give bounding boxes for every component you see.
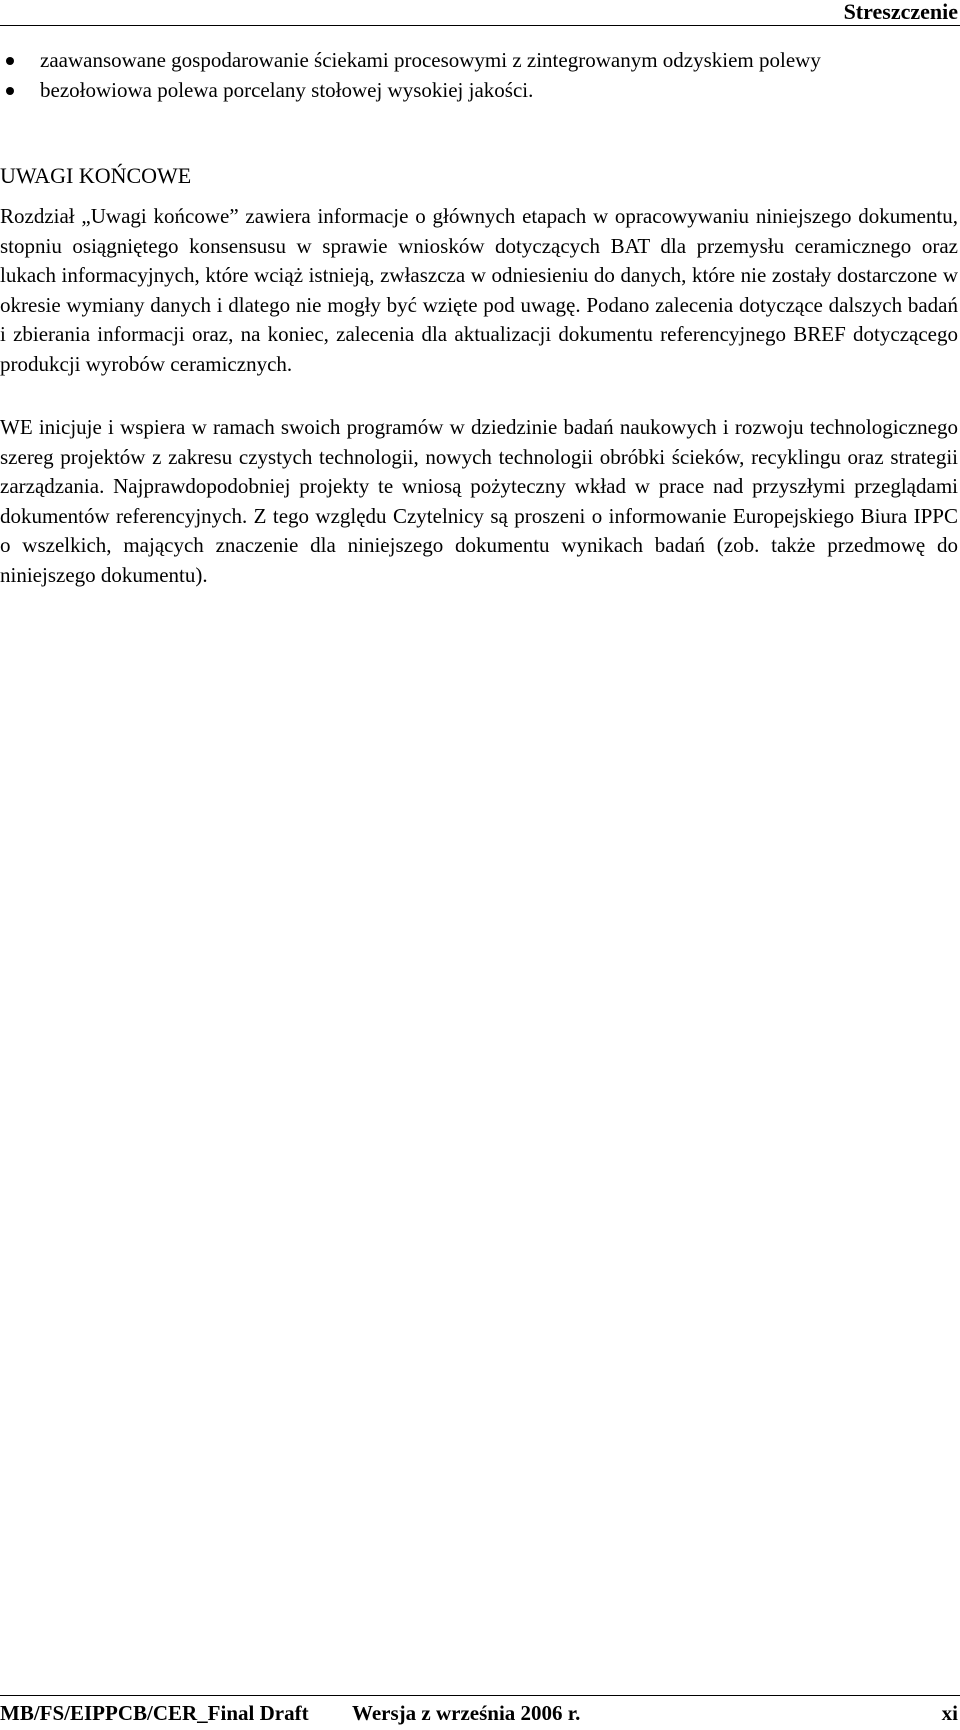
paragraph-research-projects: WE inicjuje i wspiera w ramach swoich programów w dziedzinie badań naukowych i rozwoju technologicznego szereg projektów z zakresu czystych technologii, nowych technologii obróbki ścieków, recyklingu oraz strategii zarządzania. Najprawdopodobniej projekty te wniosą pożyteczny wkład w prace nad przyszłymi przeglądami dokumentów referencyjnych. Z tego względu Czytelnicy są proszeni o informowanie Europejskiego Biura IPPC o wszelkich, mających znaczenie dla niniejszego dokumentu wynikach badań (zob. także przedmowę do niniejszego dokumentu). [0, 415, 958, 587]
bullet-list [0, 47, 958, 107]
footer-page-number: xi [941, 1701, 958, 1725]
header-divider [0, 25, 960, 26]
bullet-text: bezołowiowa polewa porcelany stołowej wysokiej jakości. [40, 78, 534, 102]
bullet-dot-icon [6, 57, 14, 65]
bullet-item [0, 77, 958, 103]
section-heading: UWAGI KOŃCOWE [0, 163, 192, 188]
paragraph-concluding-remarks: Rozdział „Uwagi końcowe” zawiera informacje o głównych etapach w opracowywaniu niniejszego dokumentu, stopniu osiągniętego konsensusu w sprawie wniosków dotyczących BAT dla przemysłu ceramicznego oraz lukach informacyjnych, które wciąż istnieją, zwłaszcza w odniesieniu do danych, które nie zostały dostarczone w okresie wymiany danych i dlatego nie mogły być wzięte pod uwagę. Podano zalecenia dotyczące dalszych badań i zbierania informacji oraz, na koniec, zalecenia dla aktualizacji dokumentu referencyjnego BREF dotyczącego produkcji wyrobów ceramicznych. [0, 204, 958, 376]
footer-version: Wersja z września 2006 r. [352, 1701, 581, 1725]
bullet-text: zaawansowane gospodarowanie ściekami procesowymi z zintegrowanym odzyskiem polewy [40, 48, 821, 72]
running-header-title: Streszczenie [843, 0, 958, 24]
bullet-dot-icon [6, 87, 14, 95]
bullet-item [0, 47, 958, 73]
footer-document-id: MB/FS/EIPPCB/CER_Final Draft [0, 1701, 309, 1725]
footer-divider [0, 1695, 960, 1696]
